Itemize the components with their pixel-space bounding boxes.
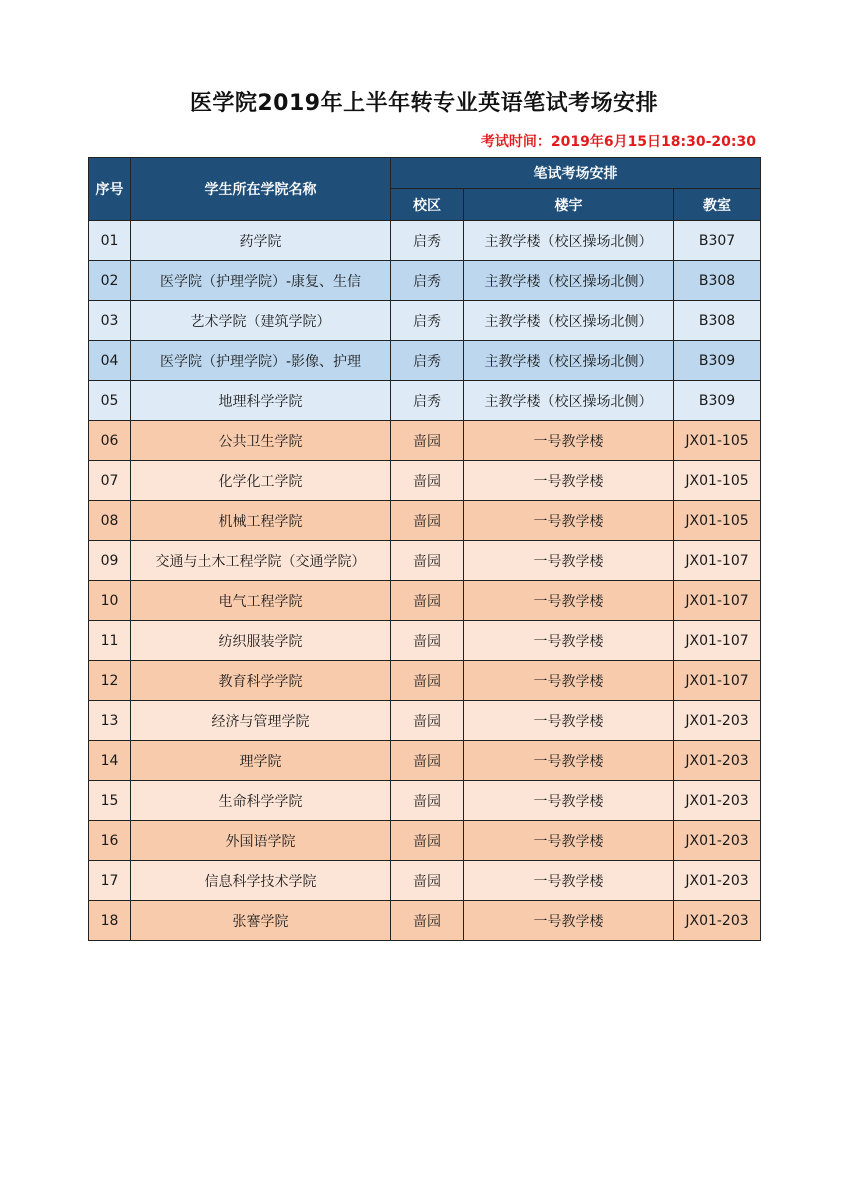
cell-campus: 启秀 bbox=[391, 381, 464, 421]
cell-building: 一号教学楼 bbox=[464, 901, 674, 941]
cell-room: B307 bbox=[674, 221, 761, 261]
cell-index: 18 bbox=[89, 901, 131, 941]
cell-room: B309 bbox=[674, 341, 761, 381]
cell-college: 生命科学学院 bbox=[131, 781, 391, 821]
table-row bbox=[89, 661, 761, 701]
cell-college: 医学院（护理学院）-影像、护理 bbox=[131, 341, 391, 381]
cell-index: 15 bbox=[89, 781, 131, 821]
cell-room: B308 bbox=[674, 261, 761, 301]
table-row bbox=[89, 421, 761, 461]
cell-college: 理学院 bbox=[131, 741, 391, 781]
cell-room: JX01-107 bbox=[674, 581, 761, 621]
cell-room: JX01-203 bbox=[674, 741, 761, 781]
cell-building: 一号教学楼 bbox=[464, 581, 674, 621]
cell-room: JX01-105 bbox=[674, 421, 761, 461]
cell-campus: 啬园 bbox=[391, 861, 464, 901]
cell-college: 艺术学院（建筑学院） bbox=[131, 301, 391, 341]
cell-index: 04 bbox=[89, 341, 131, 381]
cell-campus: 啬园 bbox=[391, 461, 464, 501]
cell-college: 电气工程学院 bbox=[131, 581, 391, 621]
cell-building: 一号教学楼 bbox=[464, 861, 674, 901]
cell-campus: 啬园 bbox=[391, 621, 464, 661]
table-row bbox=[89, 301, 761, 341]
cell-index: 07 bbox=[89, 461, 131, 501]
cell-index: 06 bbox=[89, 421, 131, 461]
cell-index: 02 bbox=[89, 261, 131, 301]
cell-college: 外国语学院 bbox=[131, 821, 391, 861]
table-row bbox=[89, 261, 761, 301]
cell-building: 主教学楼（校区操场北侧） bbox=[464, 221, 674, 261]
cell-campus: 啬园 bbox=[391, 901, 464, 941]
cell-index: 11 bbox=[89, 621, 131, 661]
cell-room: JX01-105 bbox=[674, 501, 761, 541]
cell-college: 公共卫生学院 bbox=[131, 421, 391, 461]
header-college: 学生所在学院名称 bbox=[131, 158, 391, 221]
table-row bbox=[89, 781, 761, 821]
cell-index: 14 bbox=[89, 741, 131, 781]
cell-building: 一号教学楼 bbox=[464, 541, 674, 581]
cell-room: JX01-107 bbox=[674, 661, 761, 701]
cell-campus: 启秀 bbox=[391, 221, 464, 261]
cell-building: 一号教学楼 bbox=[464, 621, 674, 661]
table-row bbox=[89, 221, 761, 261]
table-row bbox=[89, 621, 761, 661]
cell-room: JX01-107 bbox=[674, 621, 761, 661]
table-row bbox=[89, 501, 761, 541]
cell-index: 03 bbox=[89, 301, 131, 341]
cell-room: JX01-203 bbox=[674, 781, 761, 821]
cell-college: 教育科学学院 bbox=[131, 661, 391, 701]
cell-building: 一号教学楼 bbox=[464, 661, 674, 701]
cell-building: 一号教学楼 bbox=[464, 461, 674, 501]
cell-room: B309 bbox=[674, 381, 761, 421]
cell-index: 08 bbox=[89, 501, 131, 541]
cell-campus: 啬园 bbox=[391, 741, 464, 781]
cell-index: 16 bbox=[89, 821, 131, 861]
cell-building: 一号教学楼 bbox=[464, 701, 674, 741]
cell-campus: 启秀 bbox=[391, 261, 464, 301]
cell-room: B308 bbox=[674, 301, 761, 341]
cell-building: 一号教学楼 bbox=[464, 741, 674, 781]
table-row bbox=[89, 861, 761, 901]
table-row bbox=[89, 701, 761, 741]
header-campus: 校区 bbox=[391, 189, 464, 221]
cell-room: JX01-203 bbox=[674, 901, 761, 941]
table-row bbox=[89, 901, 761, 941]
cell-room: JX01-107 bbox=[674, 541, 761, 581]
cell-college: 医学院（护理学院）-康复、生信 bbox=[131, 261, 391, 301]
cell-college: 药学院 bbox=[131, 221, 391, 261]
cell-college: 机械工程学院 bbox=[131, 501, 391, 541]
cell-campus: 啬园 bbox=[391, 661, 464, 701]
table-row bbox=[89, 581, 761, 621]
cell-building: 一号教学楼 bbox=[464, 421, 674, 461]
cell-building: 主教学楼（校区操场北侧） bbox=[464, 301, 674, 341]
cell-index: 13 bbox=[89, 701, 131, 741]
cell-index: 12 bbox=[89, 661, 131, 701]
cell-campus: 啬园 bbox=[391, 541, 464, 581]
cell-campus: 啬园 bbox=[391, 501, 464, 541]
cell-building: 主教学楼（校区操场北侧） bbox=[464, 341, 674, 381]
table-row bbox=[89, 741, 761, 781]
cell-campus: 启秀 bbox=[391, 341, 464, 381]
cell-index: 17 bbox=[89, 861, 131, 901]
table-row bbox=[89, 461, 761, 501]
cell-campus: 啬园 bbox=[391, 821, 464, 861]
table-row bbox=[89, 541, 761, 581]
cell-college: 地理科学学院 bbox=[131, 381, 391, 421]
page-title: 医学院2019年上半年转专业英语笔试考场安排 bbox=[189, 91, 659, 116]
cell-building: 主教学楼（校区操场北侧） bbox=[464, 381, 674, 421]
cell-college: 交通与土木工程学院（交通学院） bbox=[131, 541, 391, 581]
cell-campus: 啬园 bbox=[391, 421, 464, 461]
cell-college: 信息科学技术学院 bbox=[131, 861, 391, 901]
header-exam-arrangement: 笔试考场安排 bbox=[391, 158, 761, 189]
header-room: 教室 bbox=[674, 189, 761, 221]
header-building: 楼宇 bbox=[464, 189, 674, 221]
cell-building: 主教学楼（校区操场北侧） bbox=[464, 261, 674, 301]
cell-room: JX01-203 bbox=[674, 701, 761, 741]
cell-campus: 啬园 bbox=[391, 781, 464, 821]
cell-index: 09 bbox=[89, 541, 131, 581]
cell-building: 一号教学楼 bbox=[464, 781, 674, 821]
table-row bbox=[89, 381, 761, 421]
cell-index: 01 bbox=[89, 221, 131, 261]
cell-room: JX01-203 bbox=[674, 821, 761, 861]
cell-building: 一号教学楼 bbox=[464, 501, 674, 541]
table-row bbox=[89, 821, 761, 861]
cell-index: 05 bbox=[89, 381, 131, 421]
schedule-table bbox=[88, 157, 761, 941]
cell-college: 化学化工学院 bbox=[131, 461, 391, 501]
cell-campus: 啬园 bbox=[391, 581, 464, 621]
cell-index: 10 bbox=[89, 581, 131, 621]
cell-college: 经济与管理学院 bbox=[131, 701, 391, 741]
cell-campus: 启秀 bbox=[391, 301, 464, 341]
header-index: 序号 bbox=[89, 158, 131, 221]
cell-campus: 啬园 bbox=[391, 701, 464, 741]
cell-college: 张謇学院 bbox=[131, 901, 391, 941]
table-row bbox=[89, 341, 761, 381]
cell-room: JX01-105 bbox=[674, 461, 761, 501]
exam-time: 考试时间：2019年6月15日18:30-20:30 bbox=[480, 134, 756, 150]
cell-building: 一号教学楼 bbox=[464, 821, 674, 861]
cell-college: 纺织服装学院 bbox=[131, 621, 391, 661]
cell-room: JX01-203 bbox=[674, 861, 761, 901]
